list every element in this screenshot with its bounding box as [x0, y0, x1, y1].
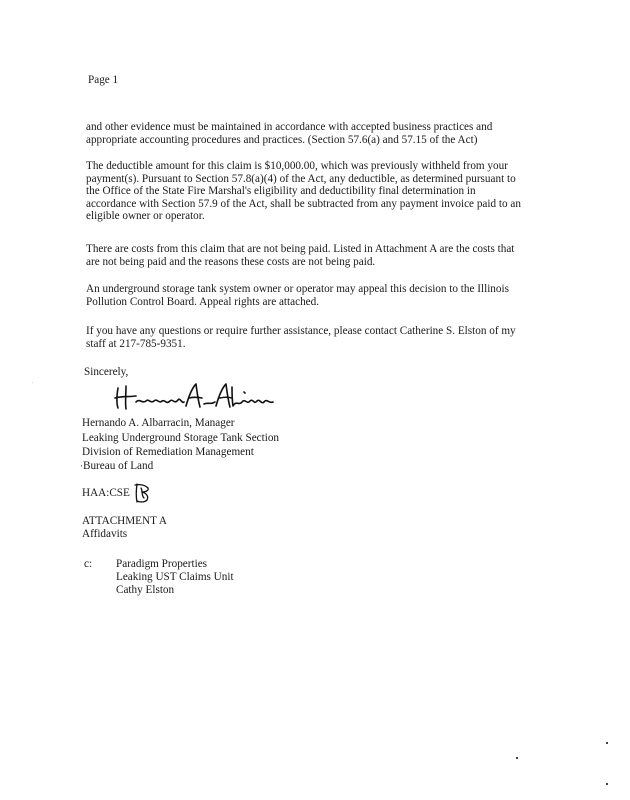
text-line: and other evidence must be maintained in accordance with accepted business practices and [86, 121, 493, 133]
text-line: accordance with Section 57.9 of the Act, shall be subtracted from any payment invoice paid to an [86, 197, 521, 210]
paragraph-deductible [86, 160, 546, 223]
scan-speck [606, 783, 608, 785]
text-line: The deductible amount for this claim is $10,000.00, which was previously withheld from your [86, 160, 508, 172]
text-line: the Office of the State Fire Marshal's eligibility and deductibility final determination in [86, 185, 476, 197]
reference-initials: HAA:CSE [82, 487, 130, 499]
cc-recipient: Paradigm Properties [116, 558, 208, 570]
text-line: There are costs from this claim that are not being paid. Listed in Attachment A are the costs that [86, 243, 515, 255]
cc-recipient: Leaking UST Claims Unit [116, 571, 234, 583]
signatory-bureau: ·Bureau of Land [80, 460, 154, 472]
text-line: Pollution Control Board. Appeal rights are attached. [86, 295, 320, 308]
scan-speck [516, 757, 518, 759]
text-line: staff at 217-785-9351. [86, 337, 186, 350]
attachment-item: Affidavits [82, 528, 128, 540]
scan-speck [606, 742, 608, 744]
cc-recipient: Cathy Elston [116, 584, 175, 596]
closing: Sincerely, [84, 366, 129, 378]
signature [112, 380, 277, 414]
signatory-name-title: Hernando A. Albarracin, Manager [82, 417, 235, 429]
signatory-division: Division of Remediation Management [82, 446, 254, 458]
text-line: An underground storage tank system owner or operator may appeal this decision to the Illinois [86, 283, 509, 295]
paragraph-records [86, 121, 546, 146]
page-header: Page 1 [88, 74, 119, 86]
text-line: If you have any questions or require further assistance, please contact Catherine S. Elston of my [86, 325, 516, 337]
paragraph-contact [86, 325, 546, 350]
attachment-title: ATTACHMENT A [82, 515, 167, 527]
stamp-text: SE [32, 383, 34, 384]
text-line: appropriate accounting procedures and practices. (Section 57.6(a) and 57.15 of the Act) [86, 133, 478, 146]
text-line: payment(s). Pursuant to Section 57.8(a)(4) of the Act, any deductible, as determined pursuant to [86, 172, 516, 185]
text-line: are not being paid and the reasons these costs are not being paid. [86, 255, 376, 268]
text-line: eligible owner or operator. [86, 210, 205, 222]
cc-label: c: [84, 558, 93, 570]
paragraph-unpaid-costs [86, 243, 546, 268]
signatory-section: Leaking Underground Storage Tank Section [82, 432, 280, 444]
paragraph-appeal [86, 283, 546, 308]
